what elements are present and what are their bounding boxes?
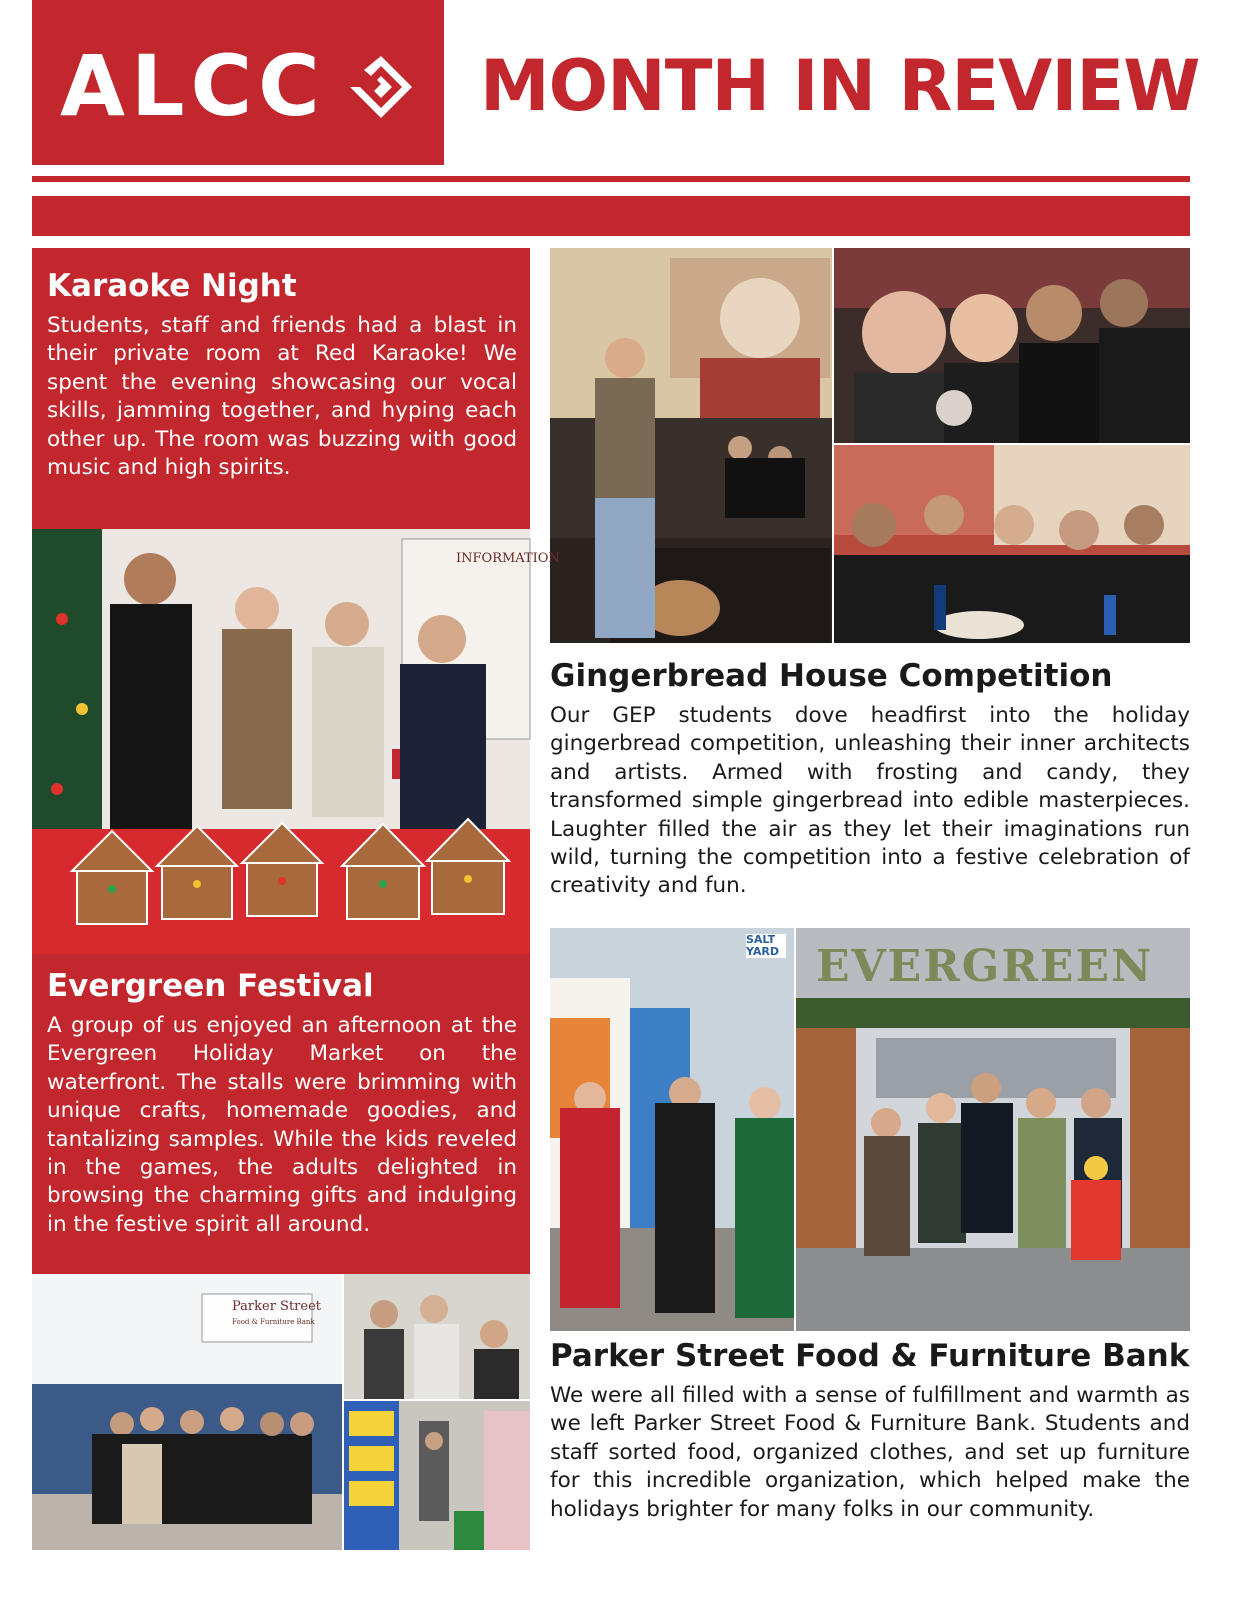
karaoke-singer-photo <box>550 248 832 643</box>
logo-wordmark: ALCC <box>60 37 326 135</box>
evergreen-arch-sign: EVERGREEN <box>816 941 1154 992</box>
karaoke-selfie-photo <box>834 248 1190 443</box>
gingerbread-section <box>550 656 1190 901</box>
parker-volunteers-photo <box>344 1274 530 1399</box>
evergreen-arch-photo <box>796 928 1190 1331</box>
gingerbread-photo <box>32 529 560 954</box>
header-band <box>32 196 1190 236</box>
parker-sign-line1: Parker Street <box>232 1299 322 1314</box>
header-divider <box>32 176 1190 182</box>
information-sign: INFORMATION <box>456 551 560 566</box>
evergreen-title: Evergreen Festival <box>47 968 374 1004</box>
evergreen-carolers-photo <box>550 928 794 1331</box>
parker-title: Parker Street Food & Furniture Bank <box>550 1338 1190 1374</box>
karaoke-title: Karaoke Night <box>47 268 297 304</box>
salt-yard-sign: SALT YARD <box>746 934 786 958</box>
evergreen-body: A group of us enjoyed an afternoon at the Evergreen Holiday Market on the waterfront. The stalls were brimming with unique crafts, homemade goodies, and tantalizing samples. While the kids reveled in the games, the adults delighted in browsing the charming gifts and indulging in the festive spirit all around. <box>47 1013 517 1237</box>
evergreen-panel <box>32 954 530 1274</box>
logo-chevron-icon <box>344 50 418 124</box>
parker-warehouse-photo <box>344 1401 530 1550</box>
gingerbread-title: Gingerbread House Competition <box>550 658 1113 694</box>
parker-body: We were all filled with a sense of fulfillment and warmth as we left Parker Street Food & Furniture Bank. Students and staff sorted food, organized clothes, and set up furniture for this incredible organization, which helped make the holidays brighter for many folks in our community. <box>550 1383 1190 1522</box>
karaoke-group-photo <box>834 445 1190 643</box>
page-title: MONTH IN REVIEW <box>480 45 1200 127</box>
parker-group-photo <box>32 1274 342 1550</box>
karaoke-body: Students, staff and friends had a blast in their private room at Red Karaoke! We spent the evening showcasing our vocal skills, jamming together, and hyping each other up. The room was buzzing with good music and high spirits. <box>47 313 517 481</box>
parker-sign-line2: Food & Furniture Bank <box>232 1318 315 1326</box>
karaoke-panel <box>32 248 530 529</box>
parker-section <box>550 1336 1190 1524</box>
gingerbread-body: Our GEP students dove headfirst into the holiday gingerbread competition, unleashing their inner architects and artists. Armed with frosting and candy, they transformed simple gingerbread into edible masterpieces. Laughter filled the air as they let their imaginations run wild, turning the competition into a festive celebration of creativity and fun. <box>550 703 1190 899</box>
